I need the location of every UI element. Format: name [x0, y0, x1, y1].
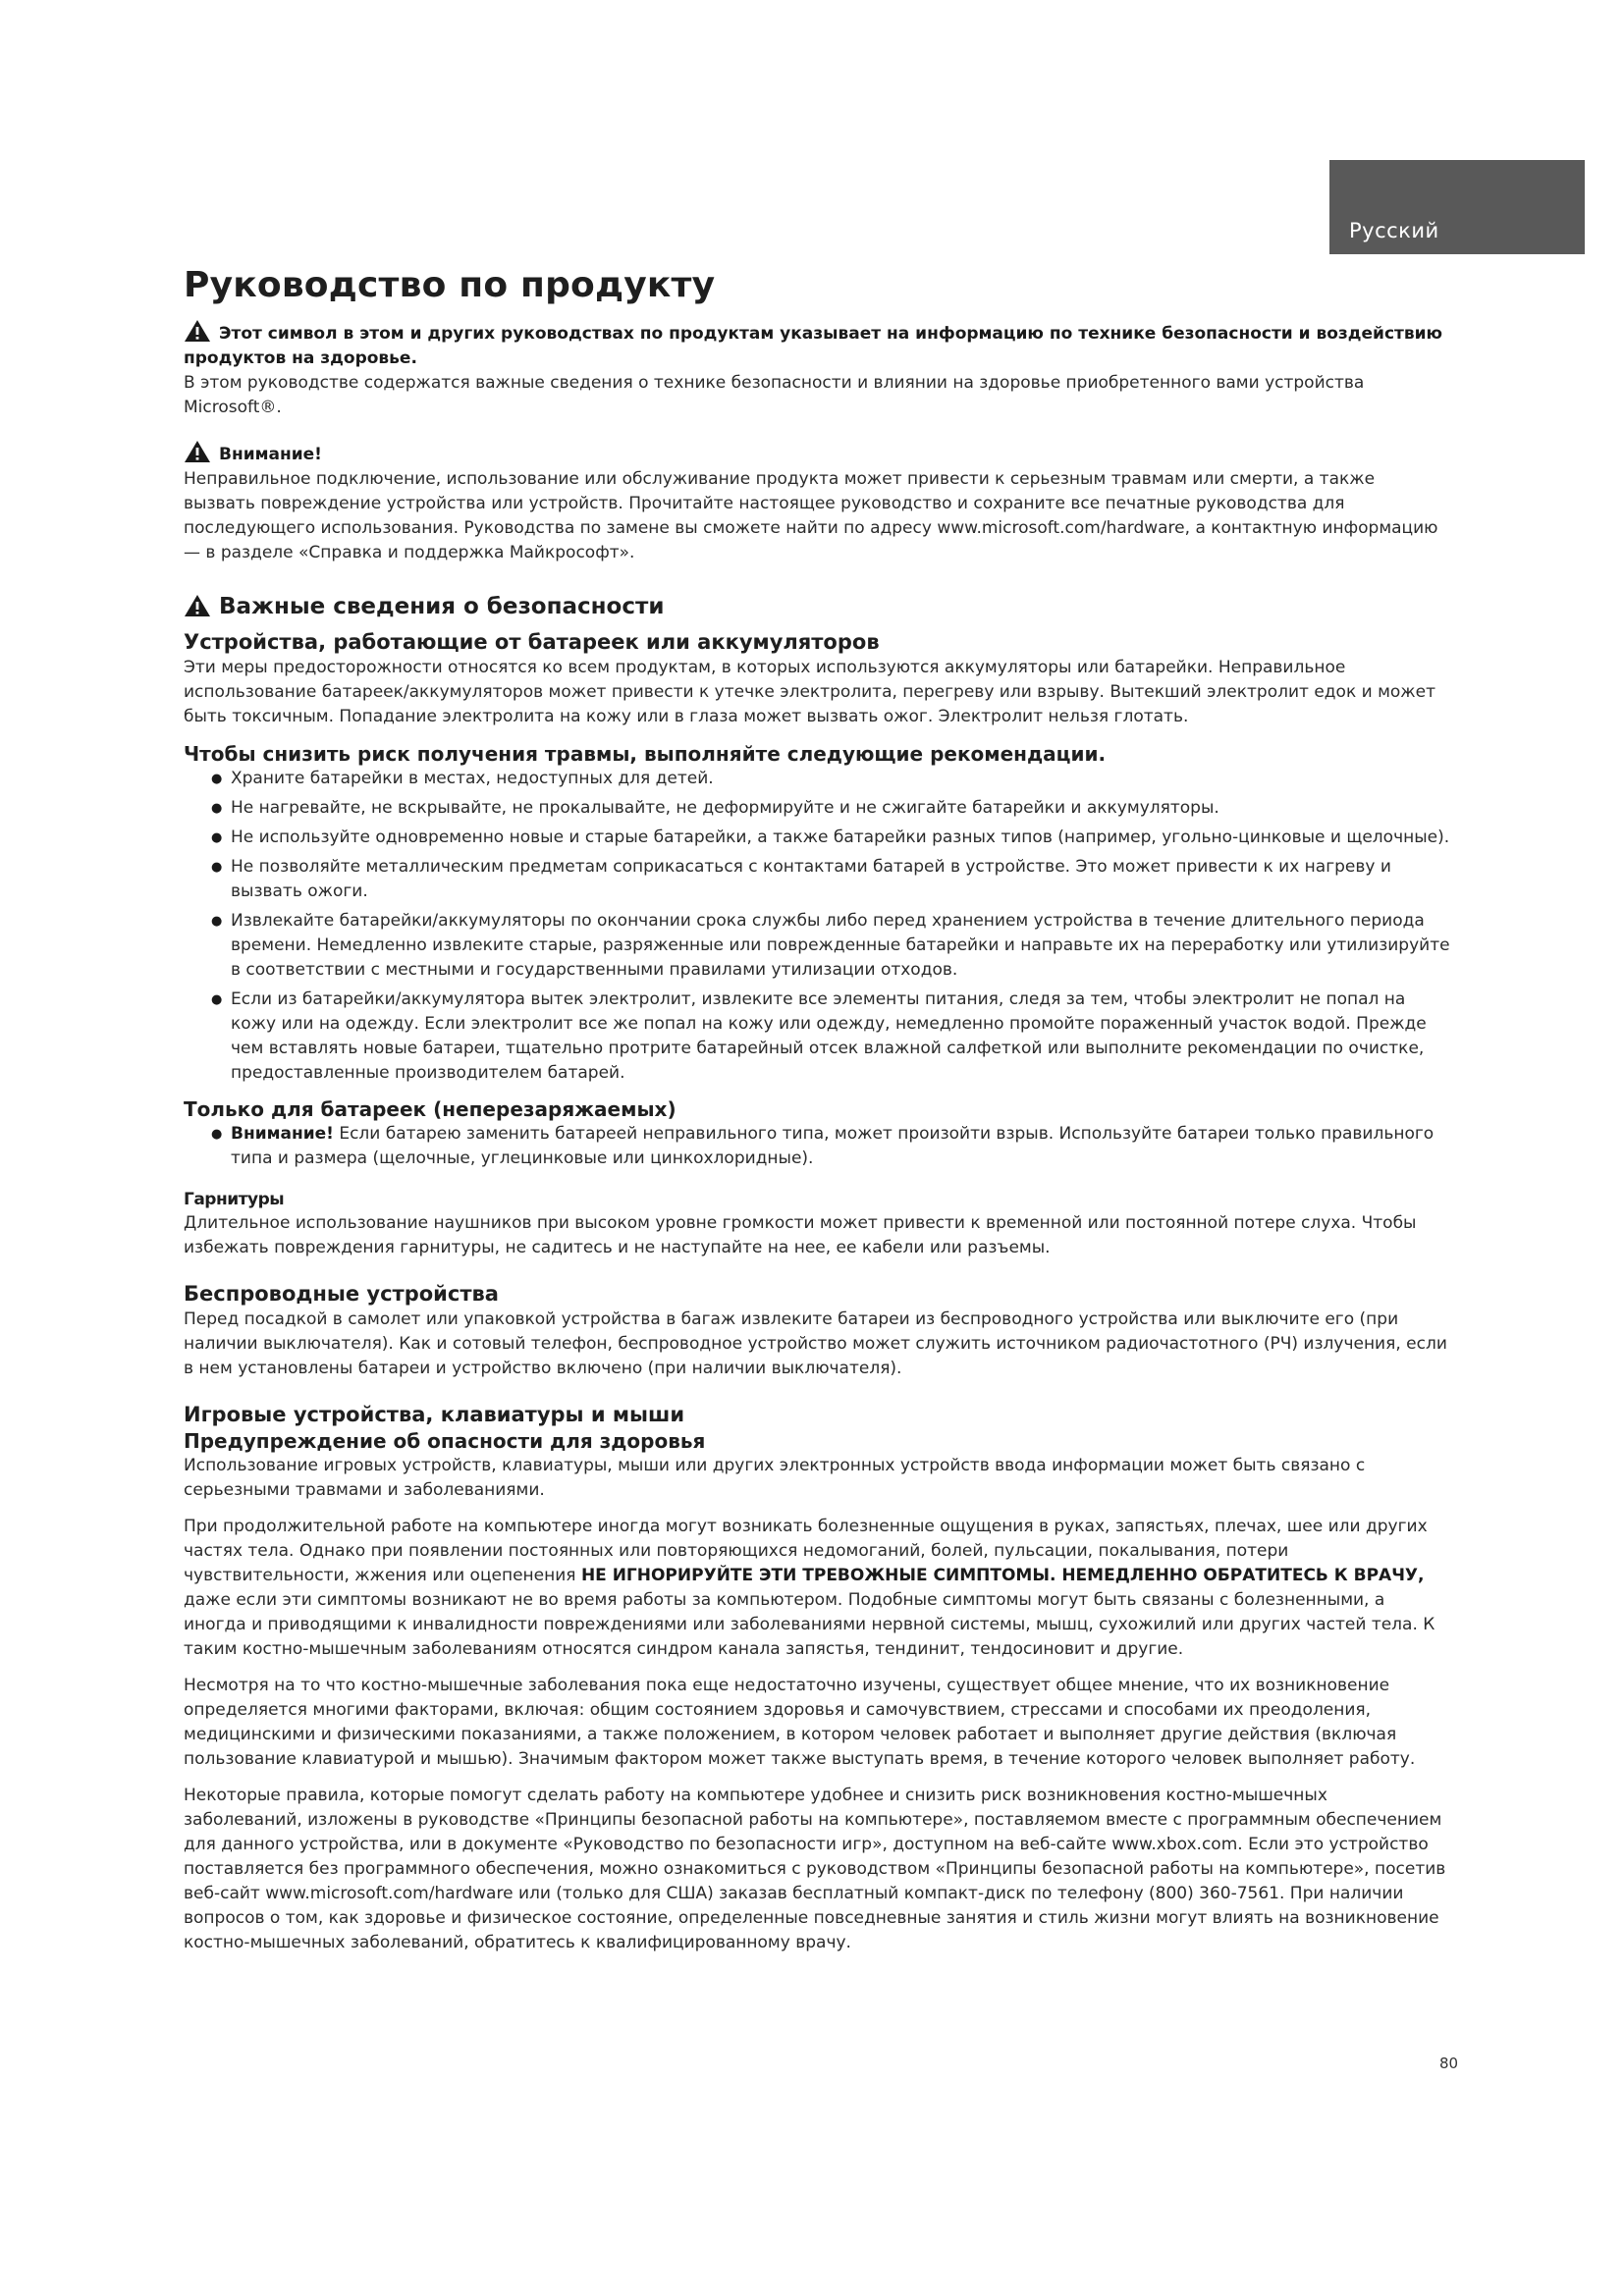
battery-text: Эти меры предосторожности относятся ко всем продуктам, в которых используются аккумуляторы или батарейки. Неправильное использование батареек/аккумуляторов может привести к утечке электролита, перегреву или взрыву. Вытекший электролит едок и может быть токсичным. Попадание электролита на кожу или в глаза может вызвать ожог. Электролит нельзя глотать.: [184, 658, 1435, 726]
list-item: ● Не позволяйте металлическим предметам соприкасаться с контактами батарей в устройстве. Это может привести к их нагреву и вызвать ожоги.: [211, 855, 1450, 904]
health-warning-subheading: Предупреждение об опасности для здоровья: [184, 1429, 706, 1453]
safety-symbol-note: Этот символ в этом и других руководствах по продуктам указывает на информацию по технике безопасности и воздействию продуктов на здоровье.: [184, 319, 1450, 371]
symptoms-warning: НЕ ИГНОРИРУЙТЕ ЭТИ ТРЕВОЖНЫЕ СИМПТОМЫ. НЕМЕДЛЕННО ОБРАТИТЕСЬ К ВРАЧУ,: [580, 1566, 1425, 1585]
warning-triangle-icon: [184, 319, 211, 343]
gaming-heading: Игровые устройства, клавиатуры и мыши: [184, 1403, 685, 1426]
warning-triangle-icon: [184, 440, 211, 463]
headsets-text: Длительное использование наушников при высоком уровне громкости может привести к временной или постоянной потере слуха. Чтобы избежать повреждения гарнитуры, не садитесь и не наступайте на нее, ее кабели или разъемы.: [184, 1213, 1417, 1257]
language-label: Русский: [1349, 219, 1439, 242]
caution-heading: Внимание!: [184, 440, 1450, 467]
gaming-paragraph-2: При продолжительной работе на компьютере иногда могут возникать болезненные ощущения в руках, запястьях, плечах, шее или других частях тела. Однако при появлении постоянных или повторяющихся недомоганий, болей, пульсации, покалывания, потери чувствительности, жжения или оцепенения НЕ ИГНОРИРУЙТЕ ЭТИ ТРЕВОЖНЫЕ СИМПТОМЫ. НЕМЕДЛЕННО ОБРАТИТЕСЬ К ВРАЧУ, даже если эти симптомы возникают не во время работы за компьютером. Подобные симптомы могут быть связаны с болезненными, а иногда и приводящими к инвалидности повреждениями или заболеваниями нервной системы, мышц, сухожилий или других частей тела. К таким костно-мышечным заболеваниям относятся синдром канала запястья, тендинит, тендосиновит и другие.: [184, 1517, 1435, 1659]
safety-heading: Важные сведения о безопасности: [184, 591, 1450, 622]
list-item: [211, 1122, 1450, 1171]
warning-triangle-icon: [184, 594, 211, 617]
wireless-heading: Беспроводные устройства: [184, 1282, 499, 1306]
gaming-paragraph-1: Использование игровых устройств, клавиатуры, мыши или других электронных устройств ввода информации может быть связано с серьезными травмами и заболеваниями.: [184, 1456, 1366, 1500]
list-item: ● Не нагревайте, не вскрывайте, не прокалывайте, не деформируйте и не сжигайте батарейки и аккумуляторы.: [211, 796, 1450, 821]
nonrechargeable-text: Если батарею заменить батареей неправильного типа, может произойти взрыв. Используйте батареи только правильного типа и размера (щелочные, углецинковые или цинкохлоридные).: [231, 1124, 1435, 1168]
caution-text: Неправильное подключение, использование или обслуживание продукта может привести к серьезным травмам или смерти, а также вызвать повреждение устройства или устройств. Прочитайте настоящее руководство и сохраните все печатные руководства для последующего использования. Руководства по замене вы сможете найти по адресу www.microsoft.com/hardware, а контактную информацию — в разделе «Справка и поддержка Майкрософт».: [184, 469, 1438, 562]
page-number: 80: [1439, 2055, 1459, 2072]
battery-heading: Устройства, работающие от батареек или аккумуляторов: [184, 630, 880, 654]
page-title: Руководство по продукту: [184, 265, 716, 305]
gaming-paragraph-4: Некоторые правила, которые помогут сделать работу на компьютере удобнее и снизить риск возникновения костно-мышечных заболеваний, изложены в руководстве «Принципы безопасной работы на компьютере», поставляемом вместе с программным обеспечением для данного устройства, или в документе «Руководство по безопасности игр», доступном на веб-сайте www.xbox.com. Если это устройство поставляется без программного обеспечения, можно ознакомиться с руководством «Принципы безопасной работы на компьютере», посетив веб-сайт www.microsoft.com/hardware или (только для США) заказав бесплатный компакт-диск по телефону (800) 360-7561. При наличии вопросов о том, как здоровье и физическое состояние, определенные повседневные занятия и стиль жизни могут влиять на возникновение костно-мышечных заболеваний, обратитесь к квалифицированному врачу.: [184, 1786, 1446, 1952]
headsets-heading: Гарнитуры: [184, 1190, 285, 1209]
list-item: ● Извлекайте батарейки/аккумуляторы по окончании срока службы либо перед хранением устройства в течение длительного периода времени. Немедленно извлеките старые, разряженные или поврежденные батарейки и направьте их на переработку или утилизируйте в соответствии с местными и государственными правилами утилизации отходов.: [211, 909, 1450, 983]
list-item: ● Храните батарейки в местах, недоступных для детей.: [211, 767, 1450, 791]
wireless-text: Перед посадкой в самолет или упаковкой устройства в багаж извлеките батареи из беспроводного устройства или выключите его (при наличии выключателя). Как и сотовый телефон, беспроводное устройство может служить источником радиочастотного (РЧ) излучения, если в нем установлены батареи и устройство включено (при наличии выключателя).: [184, 1309, 1447, 1378]
page-content: [184, 265, 1450, 1955]
caution-label: Внимание!: [231, 1124, 334, 1144]
risk-heading: Чтобы снизить риск получения травмы, выполняйте следующие рекомендации.: [184, 742, 1107, 766]
language-tab: [1329, 160, 1585, 254]
gaming-paragraph-3: Несмотря на то что костно-мышечные заболевания пока еще недостаточно изучены, существует общее мнение, что их возникновение определяется многими факторами, включая: общим состоянием здоровья и самочувствием, стрессами и способами их преодоления, медицинскими и физическими показаниями, а также положением, в котором человек работает и выполняет другие действия (включая пользование клавиатурой и мышью). Значимым фактором может также выступать время, в течение которого человек выполняет работу.: [184, 1676, 1416, 1769]
intro-text: В этом руководстве содержатся важные сведения о технике безопасности и влиянии на здоровье приобретенного вами устройства Microsoft®.: [184, 373, 1365, 417]
nonrechargeable-heading: Только для батареек (неперезаряжаемых): [184, 1097, 677, 1121]
list-item: ● Если из батарейки/аккумулятора вытек электролит, извлеките все элементы питания, следя за тем, чтобы электролит не попал на кожу или на одежду. Если электролит все же попал на кожу или одежду, немедленно промойте пораженный участок водой. Прежде чем вставлять новые батареи, тщательно протрите батарейный отсек влажной салфеткой или выполните рекомендации по очистке, предоставленные производителем батарей.: [211, 988, 1450, 1086]
risk-list: [184, 767, 1450, 1086]
list-item: ● Не используйте одновременно новые и старые батарейки, а также батарейки разных типов (например, угольно-цинковые и щелочные).: [211, 826, 1450, 850]
nonrechargeable-list: [184, 1122, 1450, 1171]
